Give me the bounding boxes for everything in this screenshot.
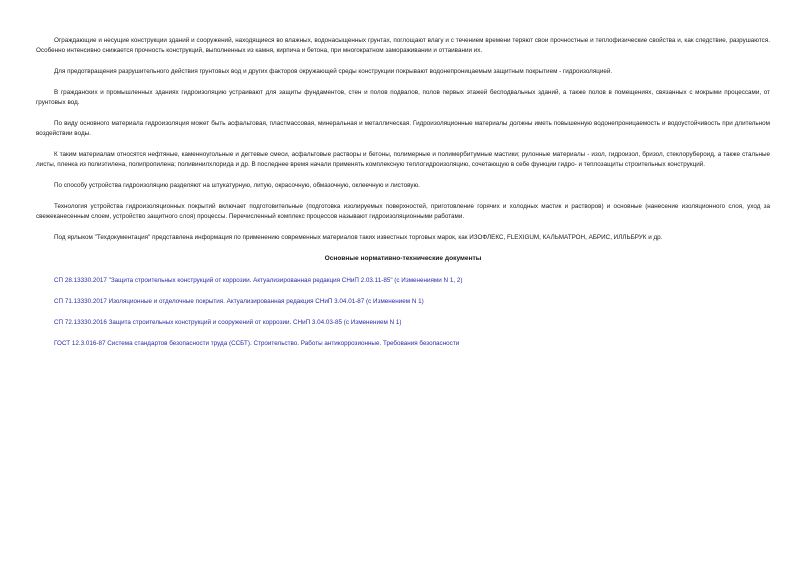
paragraph-material-types: По виду основного материала гидроизоляция может быть асфальтовая, пластмассовая, минеральная и металлическая. Гидроизоляционные материалы должны иметь повышенную водонепроницаемость и водоустойчивость при длительном воздействии воды. bbox=[36, 120, 770, 137]
document-link-sp72[interactable]: СП 72.13330.2016 Защита строительных конструкций и сооружений от коррозии. СНиП 3.04.03-85 (с Изменением N 1) bbox=[54, 319, 402, 326]
paragraph-trademarks: Под ярлыком "Техдокументация" представлена информация по применению современных материалов таких известных торговых марок, как ИЗОФЛЕКС, FLEXIGUM, КАЛЬМАТРОН, АБРИС, ИЛЛЬБРУК и др. bbox=[54, 234, 663, 241]
paragraph-installation-methods: По способу устройства гидроизоляцию разделяют на штукатурную, литую, окрасочную, обмазочную, оклеечную и листовую. bbox=[54, 182, 420, 189]
document-link-gost[interactable]: ГОСТ 12.3.016-87 Система стандартов безопасности труда (ССБТ). Строительство. Работы антикоррозионные. Требования безопасности bbox=[54, 340, 460, 347]
document-link-sp28[interactable]: СП 28.13330.2017 "Защита строительных конструкций от коррозии. Актуализированная редакция СНиП 2.03.11-85" (с Изменениями N 1, 2) bbox=[54, 277, 463, 284]
paragraph-purpose: Для предотвращения разрушительного действия грунтовых вод и других факторов окружающей среды конструкции покрывают водонепроницаемым защитным покрытием - гидроизоляцией. bbox=[54, 68, 613, 75]
paragraph-materials-list: К таким материалам относятся нефтяные, каменноугольные и дегтевые смеси, асфальтовые растворы и бетоны, полимерные и полимербитумные мастики; рулонные материалы - изол, гидроизол, бризол, стеклорубероид, а также стальные листы, пленка из полиэтилена, полипропилена; поливинилхлорида и др. В последнее время начали применять комплексную теплогидроизоляцию, сочетающую в себе функции гидро- и теплозащиты строительных конструкций. bbox=[36, 151, 770, 168]
document-link-sp71[interactable]: СП 71.13330.2017 Изоляционные и отделочные покрытия. Актуализированная редакция СНиП 3.04.01-87 (с Изменением N 1) bbox=[54, 298, 424, 305]
section-heading: Основные нормативно-технические документы bbox=[324, 255, 482, 262]
paragraph-application: В гражданских и промышленных зданиях гидроизоляцию устраивают для защиты фундаментов, стен и полов подвалов, полов первых этажей бесподвальных зданий, а также полов в помещениях, связанных с мокрыми процессами, от грунтовых вод. bbox=[36, 89, 770, 106]
document-page bbox=[36, 36, 770, 360]
paragraph-technology: Технология устройства гидроизоляционных покрытий включает подготовительные (подготовка изолируемых поверхностей, приготовление горячих и холодных мастик и растворов) и основные (нанесение изоляционного слоя, уход за свежеканесенным слоем, устройство защитного слоя) процессы. Перечисленный комплекс процессов называют гидроизоляционными работами. bbox=[36, 203, 770, 220]
paragraph-intro: Ограждающие и несущие конструкции зданий и сооружений, находящиеся во влажных, водонасыщенных грунтах, поглощают влагу и с течением времени теряют свои прочностные и теплофизические свойства и, как следствие, разрушаются. Особенно интенсивно снижается прочность конструкций, выполненных из камня, кирпича и бетона, при многократном замораживании и оттаивании их. bbox=[36, 37, 770, 54]
